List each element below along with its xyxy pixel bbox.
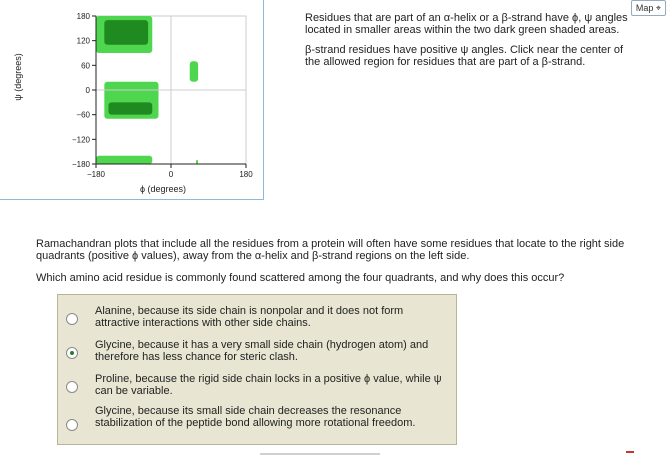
- option-text: Glycine, because its small side chain decreases the resonance stabilization of the peptide bond allowing more rotational freedom.: [95, 405, 416, 429]
- y-tick-label: 180: [76, 12, 90, 21]
- region-beta-strand-core: [104, 20, 148, 45]
- option-text: Alanine, because its side chain is nonpolar and it does not form attractive interactions with other side chains.: [95, 305, 404, 329]
- ramachandran-plot[interactable]: [0, 0, 270, 200]
- answer-option[interactable]: [58, 403, 458, 437]
- map-button-label: Map: [635, 3, 654, 13]
- instruction-paragraph-1: Residues that are part of an α-helix or a β-strand have ϕ, ψ angles located in smaller areas within the two dark green shaded areas.: [305, 12, 628, 36]
- region-right-bottom-sliver: [196, 160, 198, 164]
- x-axis-title: ϕ (degrees): [140, 184, 187, 194]
- y-tick-label: 60: [81, 61, 90, 71]
- answer-option[interactable]: [58, 303, 458, 337]
- region-left-handed-helix: [190, 61, 198, 82]
- instruction-paragraph-2: β-strand residues have positive ψ angles. Click near the center of the allowed region for residues that are part of a β-strand.: [305, 44, 624, 68]
- y-tick-label: −180: [71, 160, 90, 169]
- region-alpha-helix-core: [109, 102, 153, 114]
- question-context: Ramachandran plots that include all the residues from a protein will often have some residues that locate to the right side quadrants (positive ϕ values), away from the α-helix and β-strand regions on the left side.: [36, 238, 625, 262]
- x-tick-label: 180: [239, 170, 253, 179]
- x-tick-label: −180: [86, 170, 106, 179]
- radio-button[interactable]: [66, 419, 78, 431]
- option-text: Glycine, because it has a very small side chain (hydrogen atom) and therefore has less chance for steric clash.: [95, 339, 429, 363]
- radio-button-selected[interactable]: [66, 347, 78, 359]
- x-tick-label: 0: [168, 170, 174, 179]
- map-icon: ⌖: [655, 3, 661, 13]
- answer-options: [57, 294, 457, 445]
- question-prompt: Which amino acid residue is commonly found scattered among the four quadrants, and why does this occur?: [36, 272, 565, 284]
- y-tick-label: −120: [71, 135, 90, 145]
- answer-option[interactable]: [58, 371, 458, 405]
- y-axis-title: ψ (degrees): [13, 53, 23, 101]
- answer-option[interactable]: [58, 337, 458, 371]
- y-tick-label: 120: [76, 36, 90, 46]
- y-tick-label: 0: [85, 86, 90, 95]
- radio-button[interactable]: [66, 313, 78, 325]
- question-block: [36, 238, 646, 294]
- radio-button[interactable]: [66, 381, 78, 393]
- footer-mark: [626, 451, 634, 453]
- region-bottom-region: [96, 156, 152, 164]
- y-tick-label: −60: [76, 110, 90, 120]
- map-button[interactable]: [631, 0, 666, 16]
- option-text: Proline, because the rigid side chain locks in a positive ϕ value, while ψ can be variable.: [95, 373, 442, 397]
- instructions: [305, 12, 635, 76]
